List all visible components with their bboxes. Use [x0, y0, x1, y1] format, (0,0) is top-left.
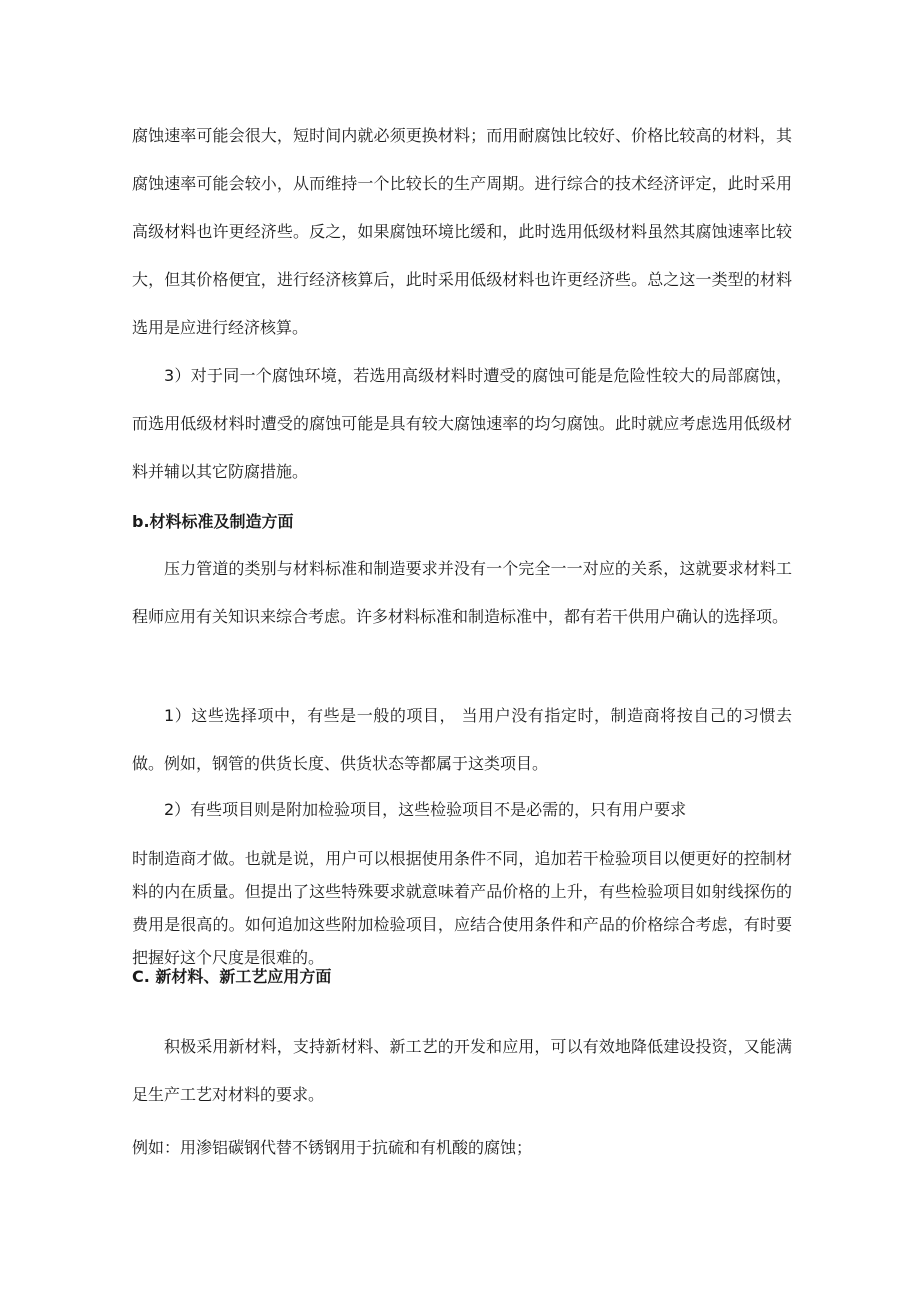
paragraph-standards: 压力管道的类别与材料标准和制造要求并没有一个完全一一对应的关系，这就要求材料工程师应用有关知识来综合考虑。许多材料标准和制造标准中，都有若干供用户确认的选择项。 — [132, 559, 792, 626]
section-heading-c: C. 新材料、新工艺应用方面 — [132, 967, 332, 986]
paragraph-item-1: 1）这些选择项中，有些是一般的项目， 当用户没有指定时，制造商将按自己的习惯去做。例如，钢管的供货长度、供货状态等都属于这类项目。 — [132, 706, 792, 773]
paragraph-example: 例如：用渗铝碳钢代替不锈钢用于抗硫和有机酸的腐蚀； — [132, 1138, 533, 1157]
section-heading-b: b.材料标准及制造方面 — [132, 512, 294, 531]
paragraph-item-2: 2）有些项目则是附加检验项目，这些检验项目不是必需的，只有用户要求 — [164, 800, 687, 819]
paragraph-item-2-continued: 时制造商才做。也就是说，用户可以根据使用条件不同，追加若干检验项目以便更好的控制材料的内在质量。但提出了这些特殊要求就意味着产品价格的上升，有些检验项目如射线探伤的费用是很高的。如何追加这些附加检验项目，应结合使用条件和产品的价格综合考虑，有时要把握好这个尺度是很难的。 — [132, 849, 792, 967]
paragraph-new-materials: 积极采用新材料，支持新材料、新工艺的开发和应用，可以有效地降低建设投资，又能满足生产工艺对材料的要求。 — [132, 1037, 792, 1104]
paragraph-item-3: 3）对于同一个腐蚀环境，若选用高级材料时遭受的腐蚀可能是危险性较大的局部腐蚀，而选用低级材料时遭受的腐蚀可能是具有较大腐蚀速率的均匀腐蚀。此时就应考虑选用低级材料并辅以其它防腐措施。 — [132, 366, 792, 481]
paragraph-corrosion-rate: 腐蚀速率可能会很大，短时间内就必须更换材料；而用耐腐蚀比较好、价格比较高的材料，其腐蚀速率可能会较小，从而维持一个比较长的生产周期。进行综合的技术经济评定，此时采用高级材料也许更经济些。反之，如果腐蚀环境比缓和，此时选用低级材料虽然其腐蚀速率比较大，但其价格便宜，进行经济核算后，此时采用低级材料也许更经济些。总之这一类型的材料选用是应进行经济核算。 — [132, 126, 792, 337]
